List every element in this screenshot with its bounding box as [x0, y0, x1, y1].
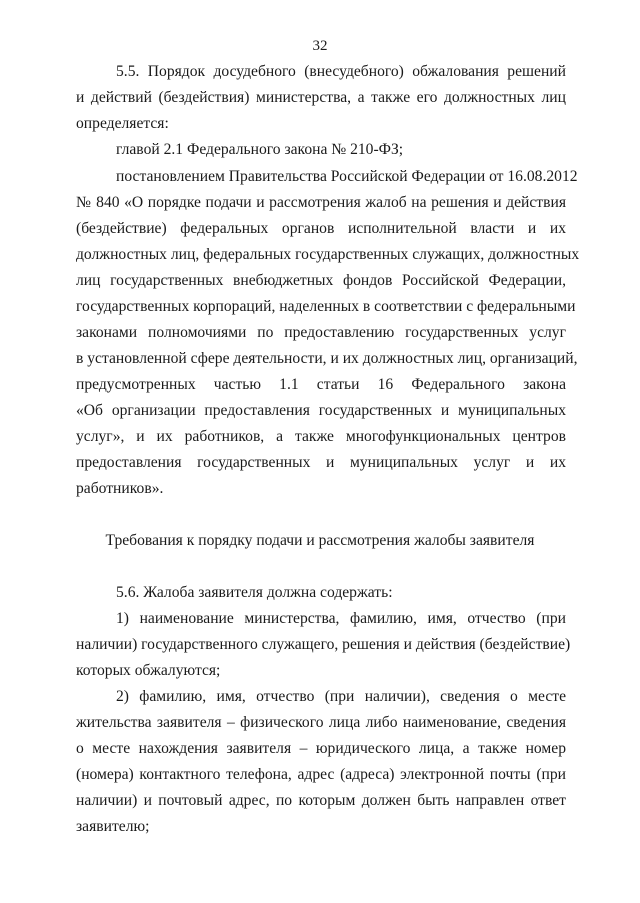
text-line: 2) фамилию, имя, отчество (при наличии), сведения о месте [116, 688, 566, 705]
text-line: (бездействие) федеральных органов исполнительной власти и их [76, 220, 566, 237]
text-line: должностных лиц, федеральных государственных служащих, должностных [76, 246, 580, 263]
text-line: наличии) государственного служащего, решения и действия (бездействие) [76, 636, 571, 653]
text-line: наличии) и почтовый адрес, по которым должен быть направлен ответ [76, 792, 566, 809]
text-line: «Об организации предоставления государственных и муниципальных [76, 402, 566, 419]
text-line: государственных корпораций, наделенных в соответствии с федеральными [76, 298, 576, 315]
text-line: жительства заявителя – физического лица либо наименование, сведения [76, 714, 566, 731]
section-heading: Требования к порядку подачи и рассмотрения жалобы заявителя [105, 532, 535, 549]
text-line: в установленной сфере деятельности, и их должностных лиц, организаций, [76, 350, 578, 367]
page-number: 32 [312, 38, 328, 54]
text-line: заявителю; [76, 818, 150, 835]
text-line: определяется: [76, 115, 169, 132]
text-line: и действий (бездействия) министерства, а также его должностных лиц [76, 89, 566, 106]
text-line: № 840 «О порядке подачи и рассмотрения жалоб на решения и действия [76, 194, 566, 211]
text-line: 5.5. Порядок досудебного (внесудебного) обжалования решений [116, 63, 566, 80]
text-line: лиц государственных внебюджетных фондов Российской Федерации, [76, 272, 566, 289]
text-line: постановлением Правительства Российской Федерации от 16.08.2012 [116, 168, 578, 185]
text-line: законами полномочиями по предоставлению государственных услуг [76, 324, 566, 341]
paragraph-5-6-intro: 5.6. Жалоба заявителя должна содержать: [116, 584, 393, 601]
text-line: о месте нахождения заявителя – юридического лица, а также номер [76, 740, 566, 757]
text-line: предусмотренных частью 1.1 статьи 16 Федерального закона [76, 376, 566, 393]
text-line: 1) наименование министерства, фамилию, имя, отчество (при [116, 610, 566, 627]
text-line: работников». [76, 480, 164, 497]
text-line: которых обжалуются; [76, 662, 221, 679]
text-line: услуг», и их работников, а также многофункциональных центров [76, 428, 566, 445]
text-line: (номера) контактного телефона, адрес (адреса) электронной почты (при [76, 766, 566, 783]
paragraph-chapter: главой 2.1 Федерального закона № 210-ФЗ; [116, 141, 404, 158]
text-line: предоставления государственных и муниципальных услуг и их [76, 454, 566, 471]
